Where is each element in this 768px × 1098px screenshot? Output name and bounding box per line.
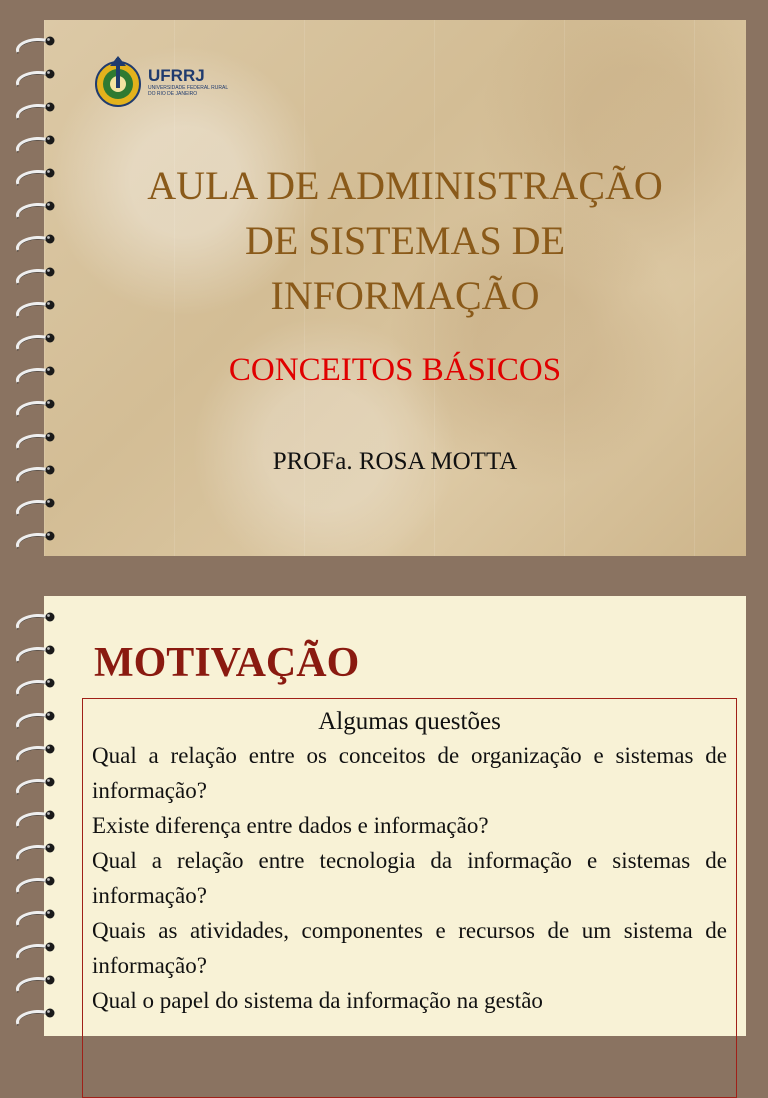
binding-ring xyxy=(17,37,54,54)
binding-ring xyxy=(17,910,54,927)
binding-ring xyxy=(17,712,54,729)
binding-ring xyxy=(17,877,54,894)
spiral-binding xyxy=(12,596,60,1036)
binding-ring xyxy=(17,202,54,219)
binding-ring xyxy=(17,268,54,285)
binding-ring xyxy=(17,136,54,153)
binding-ring xyxy=(17,235,54,252)
binding-ring xyxy=(17,334,54,351)
slide-title xyxy=(44,20,746,556)
questions-box-title: Algumas questões xyxy=(318,708,501,735)
title-line: AULA DE ADMINISTRAÇÃO xyxy=(147,163,663,208)
ufrrj-emblem-icon xyxy=(94,54,142,110)
binding-ring xyxy=(17,646,54,663)
binding-ring xyxy=(17,976,54,993)
author-name: PROFa. ROSA MOTTA xyxy=(272,448,518,475)
slide-motivation xyxy=(44,596,746,1036)
binding-ring xyxy=(17,301,54,318)
title-line: INFORMAÇÃO xyxy=(270,273,540,318)
slide-subtitle: CONCEITOS BÁSICOS xyxy=(228,352,562,388)
binding-ring xyxy=(17,400,54,417)
binding-ring xyxy=(17,70,54,87)
binding-ring xyxy=(17,532,54,549)
title-line: DE SISTEMAS DE xyxy=(244,218,566,263)
binding-ring xyxy=(17,1009,54,1026)
binding-ring xyxy=(17,499,54,516)
binding-ring xyxy=(17,778,54,795)
logo-subtitle: UNIVERSIDADE FEDERAL RURAL DO RIO DE JANEIRO xyxy=(148,85,228,97)
logo-name: UFRRJ xyxy=(148,66,205,85)
binding-ring xyxy=(17,169,54,186)
university-logo xyxy=(94,54,228,110)
binding-ring xyxy=(17,745,54,762)
binding-ring xyxy=(17,811,54,828)
list-item: Qual a relação entre tecnologia da informação e sistemas de informação? xyxy=(92,848,727,908)
binding-ring xyxy=(17,943,54,960)
binding-ring xyxy=(17,613,54,630)
list-item: Existe diferença entre dados e informação? xyxy=(92,813,489,838)
slide-title-text xyxy=(64,158,746,323)
slide-heading: MOTIVAÇÃO xyxy=(94,640,360,686)
questions-box xyxy=(82,698,737,1098)
binding-ring xyxy=(17,844,54,861)
list-item: Qual a relação entre os conceitos de organização e sistemas de informação? xyxy=(92,743,727,803)
questions-list xyxy=(92,738,727,1018)
list-item: Quais as atividades, componentes e recursos de um sistema de informação? xyxy=(92,918,727,978)
list-item: Qual o papel do sistema da informação na gestão xyxy=(92,988,543,1013)
binding-ring xyxy=(17,679,54,696)
binding-ring xyxy=(17,103,54,120)
